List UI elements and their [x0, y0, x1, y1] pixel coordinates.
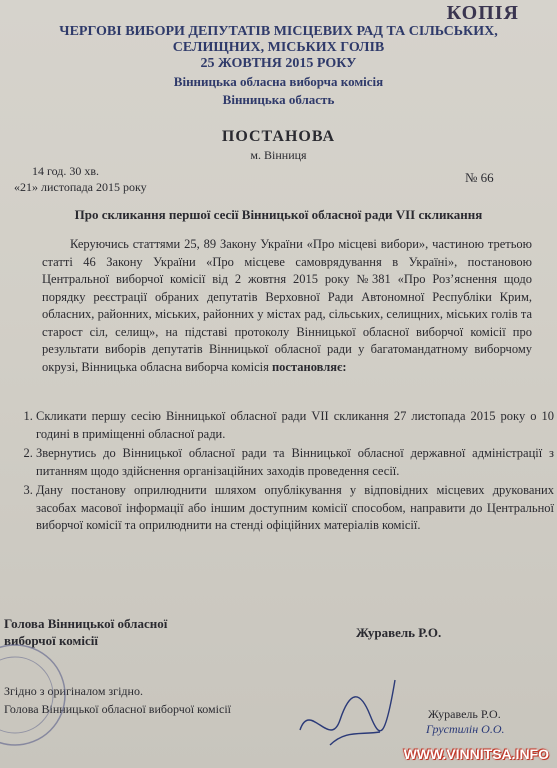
copy-stamp: КОПІЯ	[446, 2, 519, 24]
preamble-paragraph	[42, 236, 532, 376]
document-subject: Про скликання першої сесії Вінницької обласної ради VII скликання	[74, 207, 483, 222]
signatory-name: Журавель Р.О.	[356, 625, 442, 640]
document-title: ПОСТАНОВА	[221, 128, 336, 145]
preamble-text: Керуючись статтями 25, 89 Закону України «Про місцеві вибори», частиною третьою статті 46 Закону України «Про місцеве самоврядування в Україні», постановою Центральної виборчої комісії від 2 жовтня 2015 року №381 «Про Роз’яснення щодо порядку реєстрації обраних депутатів Верховної Ради Автономної Республіки Крим, обласних, районних, міських, районних у містах рад, сільських, селищних, міських голів та старост сіл, селищ», на підставі протоколу Вінницької обласної виборчої комісії про результати виборів депутатів Вінницької обласної ради у багатомандатному виборчому окрузі, Вінницька обласна виборча комісія	[42, 237, 532, 374]
header-line-3: 25 ЖОВТНЯ 2015 РОКУ	[200, 56, 357, 71]
document-date: «21» листопада 2015 року	[14, 180, 147, 194]
copy-certification-line-1: Згідно з оригіналом згідно.	[4, 684, 143, 698]
handwritten-note: Грустилін О.О.	[426, 722, 505, 736]
document-number: № 66	[465, 170, 494, 185]
site-watermark: WWW.VINNITSA.INFO	[403, 746, 549, 762]
signatory-role-line-1: Голова Вінницької обласної	[4, 616, 168, 631]
list-item: 2. Звернутись до Вінницької обласної ради та Вінницької обласної державної адміністрації з питанням щодо здійснення організаційних заходів проведення сесії.	[36, 445, 554, 480]
document-time: 14 год. 30 хв.	[32, 164, 100, 178]
resolution-items	[14, 408, 554, 537]
signatory-name-2: Журавель Р.О.	[428, 707, 501, 721]
header-region: Вінницька область	[222, 92, 335, 107]
list-item: 1. Скликати першу сесію Вінницької обласної ради VII скликання 27 листопада 2015 року о 10 годині в приміщенні обласної ради.	[36, 408, 554, 443]
header-line-2: СЕЛИЩНИХ, МІСЬКИХ ГОЛІВ	[172, 40, 385, 55]
official-seal-icon	[0, 640, 70, 750]
copy-certification-line-2: Голова Вінницької обласної виборчої комісії	[4, 702, 231, 716]
document-city: м. Вінниця	[250, 148, 307, 162]
header-line-1: ЧЕРГОВІ ВИБОРИ ДЕПУТАТІВ МІСЦЕВИХ РАД ТА СІЛЬСЬКИХ,	[59, 24, 498, 39]
list-item: 3. Дану постанову оприлюднити шляхом опублікування у відповідних місцевих друкованих засобах масової інформації або іншим доступним комісії способом, направити до Центральної виборчої комісії та оприлюднити на стенді офіційних матеріалів комісії.	[36, 482, 554, 535]
signature-scribble-icon	[290, 660, 410, 760]
header-commission: Вінницька обласна виборча комісія	[173, 74, 384, 89]
signatory-role-line-2: виборчої комісії	[4, 633, 98, 648]
resolves-word: постановляє:	[271, 359, 347, 374]
